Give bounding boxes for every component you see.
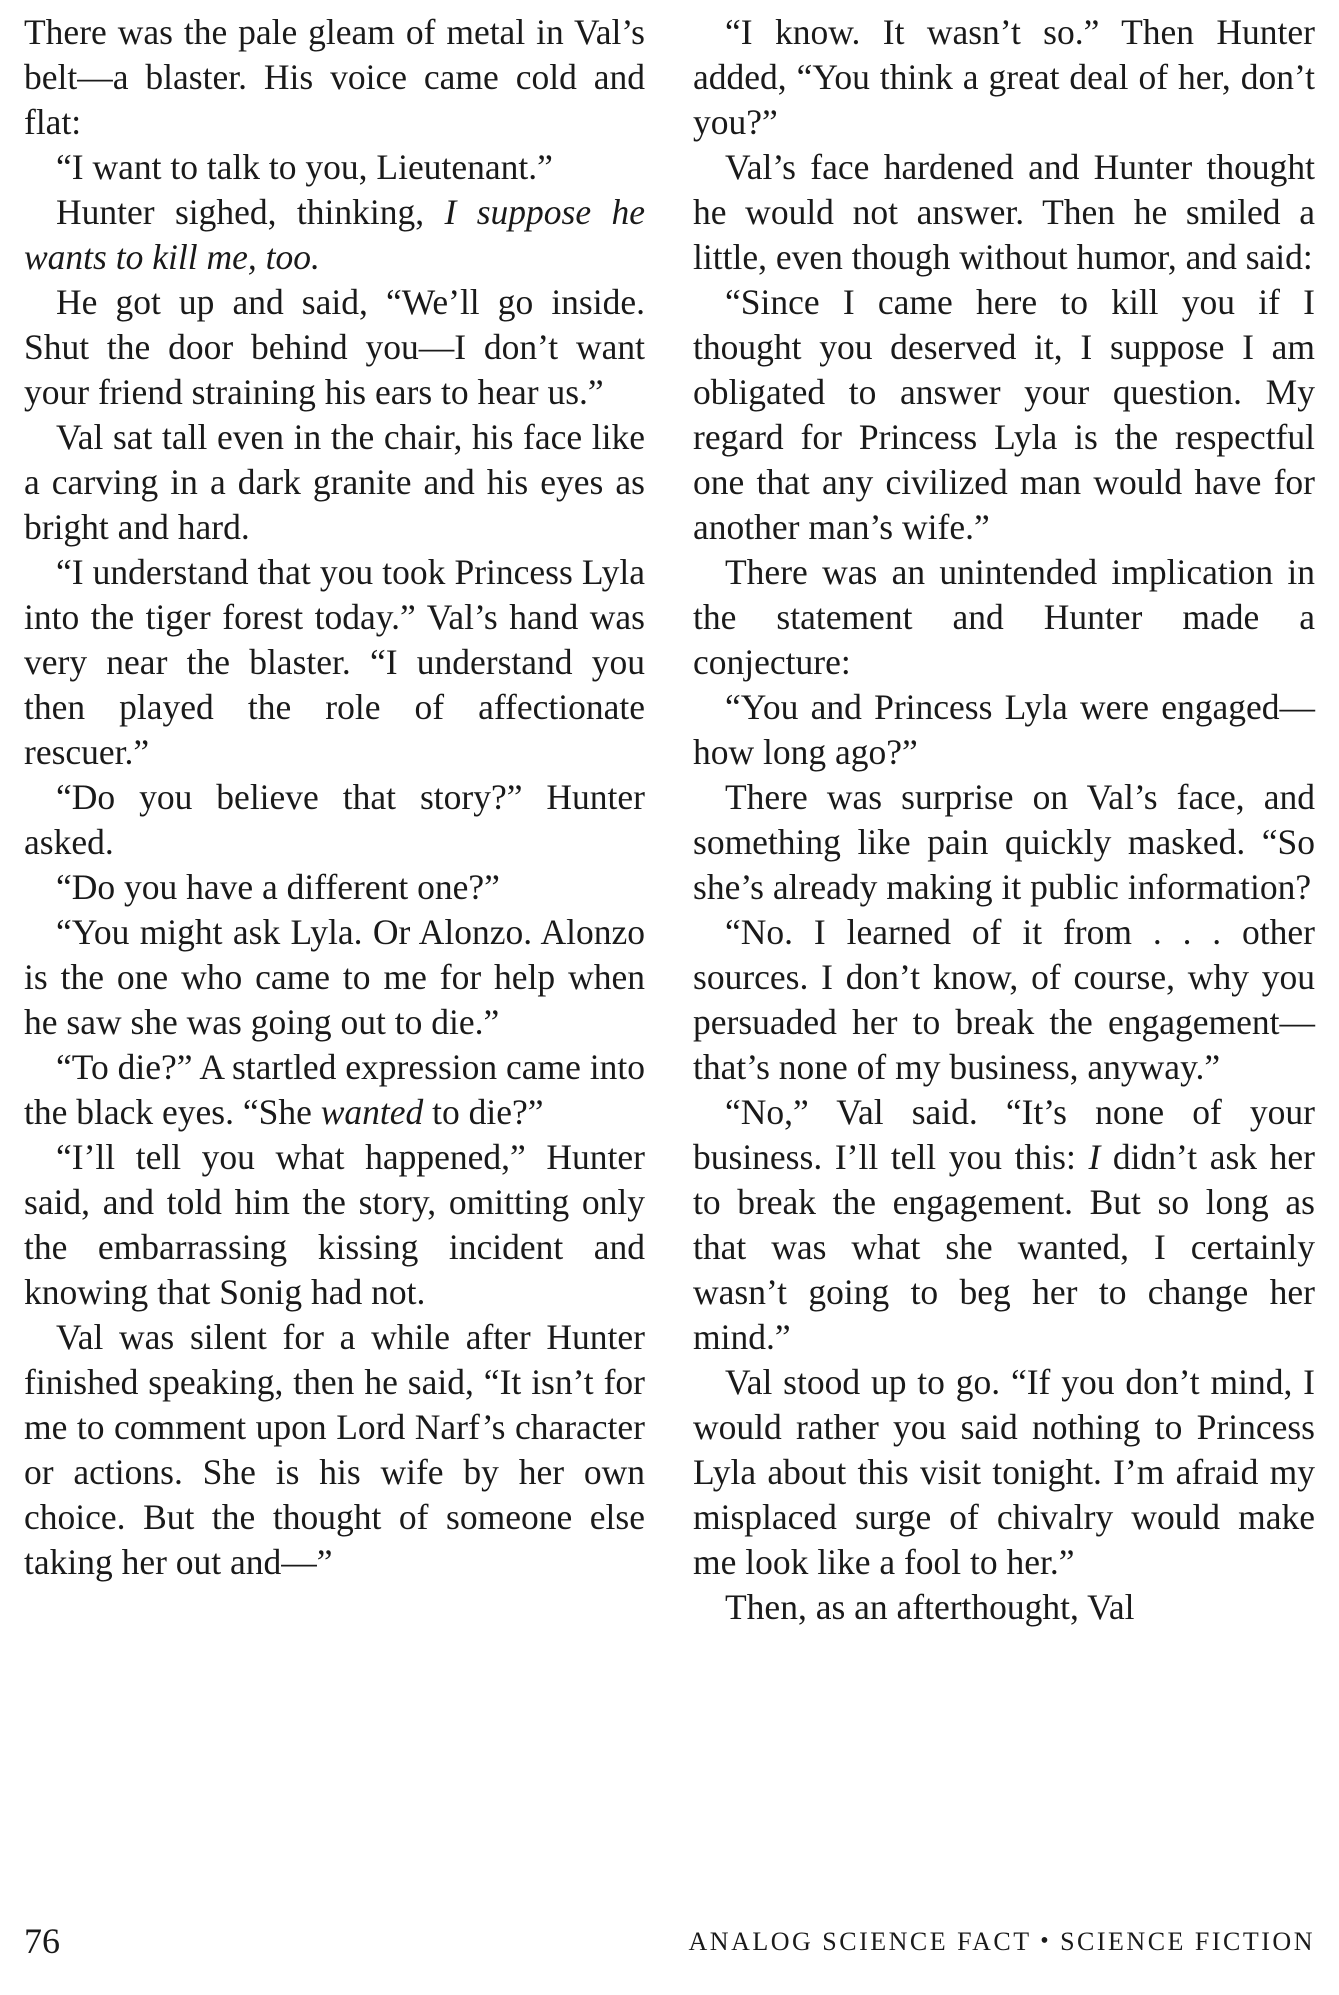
paragraph-text: Hunter sighed, thinking, — [56, 192, 445, 232]
paragraph: Then, as an afterthought, Val — [725, 1587, 1135, 1627]
paragraph: “Since I came here to kill you if I thought you deserved it, I suppose I am obligated to answer your question. My regard for Princess Lyla is the respectful one that any civilized man would have for another man’s wife.” — [693, 282, 1315, 547]
paragraph: “I want to talk to you, Lieutenant.” — [56, 147, 553, 187]
paragraph — [24, 190, 645, 280]
running-title — [689, 1920, 1315, 1965]
italic-emphasis: I — [1088, 1137, 1101, 1177]
paragraph: “I’ll tell you what happened,” Hunter said, and told him the story, omitting only the embarrassing kissing incident and knowing that Sonig had not. — [24, 1137, 645, 1312]
paragraph: “Do you have a different one?” — [56, 867, 500, 907]
paragraph: Val stood up to go. “If you don’t mind, I would rather you said nothing to Princess Lyla about this visit tonight. I’m afraid my misplaced surge of chivalry would make me look like a fool to her.” — [693, 1362, 1315, 1582]
paragraph — [693, 1090, 1315, 1360]
italic-thought-tail: , too. — [247, 237, 320, 277]
paragraph: Val’s face hardened and Hunter thought he would not answer. Then he smiled a little, even though without humor, and said: — [693, 147, 1315, 277]
page-number: 76 — [24, 1921, 60, 1961]
paragraph: Val sat tall even in the chair, his face like a carving in a dark granite and his eyes as bright and hard. — [24, 417, 645, 547]
bullet-separator: • — [1040, 1928, 1052, 1954]
publication-title-right: SCIENCE FICTION — [1060, 1927, 1315, 1956]
paragraph: “Do you believe that story?” Hunter asked. — [24, 777, 645, 862]
paragraph: “I know. It wasn’t so.” Then Hunter added, “You think a great deal of her, don’t you?” — [693, 12, 1315, 142]
italic-thought: I suppose he wants to kill me — [24, 192, 645, 277]
paragraph — [24, 1045, 645, 1135]
paragraph-text-tail: to die?” — [423, 1092, 544, 1132]
right-text-column — [693, 10, 1315, 1630]
paragraph: “I understand that you took Princess Lyla into the tiger forest today.” Val’s hand was very near the blaster. “I understand you then played the role of affectionate rescuer.” — [24, 552, 645, 772]
paragraph: “You might ask Lyla. Or Alonzo. Alonzo is the one who came to me for help when he saw she was going out to die.” — [24, 912, 645, 1042]
paragraph: He got up and said, “We’ll go inside. Shut the door behind you—I don’t want your friend straining his ears to hear us.” — [24, 282, 645, 412]
italic-emphasis: wanted — [320, 1092, 424, 1132]
left-text-column — [24, 10, 645, 1585]
paragraph: “No. I learned of it from . . . other sources. I don’t know, of course, why you persuaded her to break the engagement—that’s none of my business, anyway.” — [693, 912, 1315, 1087]
paragraph: There was the pale gleam of metal in Val’s belt—a blaster. His voice came cold and flat: — [24, 12, 645, 142]
paragraph: Val was silent for a while after Hunter finished speaking, then he said, “It isn’t for me to comment upon Lord Narf’s character or actions. She is his wife by her own choice. But the thought of someone else taking her out and—” — [24, 1317, 645, 1582]
paragraph: There was an unintended implication in the statement and Hunter made a conjecture: — [693, 552, 1315, 682]
paragraph-text: “To die?” A startled expression came into the black eyes. “She — [24, 1047, 645, 1132]
publication-title-left: ANALOG SCIENCE FACT — [688, 1927, 1032, 1956]
page-footer — [24, 1916, 1315, 1966]
paragraph-text: “No,” Val said. “It’s none of your business. I’ll tell you this: — [693, 1092, 1315, 1177]
paragraph: “You and Princess Lyla were engaged—how long ago?” — [693, 687, 1315, 772]
paragraph: There was surprise on Val’s face, and something like pain quickly masked. “So she’s already making it public information? — [693, 777, 1315, 907]
paragraph-text-tail: didn’t ask her to break the engagement. But so long as that was what she wanted, I certainly wasn’t going to beg her to change her mind.” — [693, 1137, 1315, 1357]
